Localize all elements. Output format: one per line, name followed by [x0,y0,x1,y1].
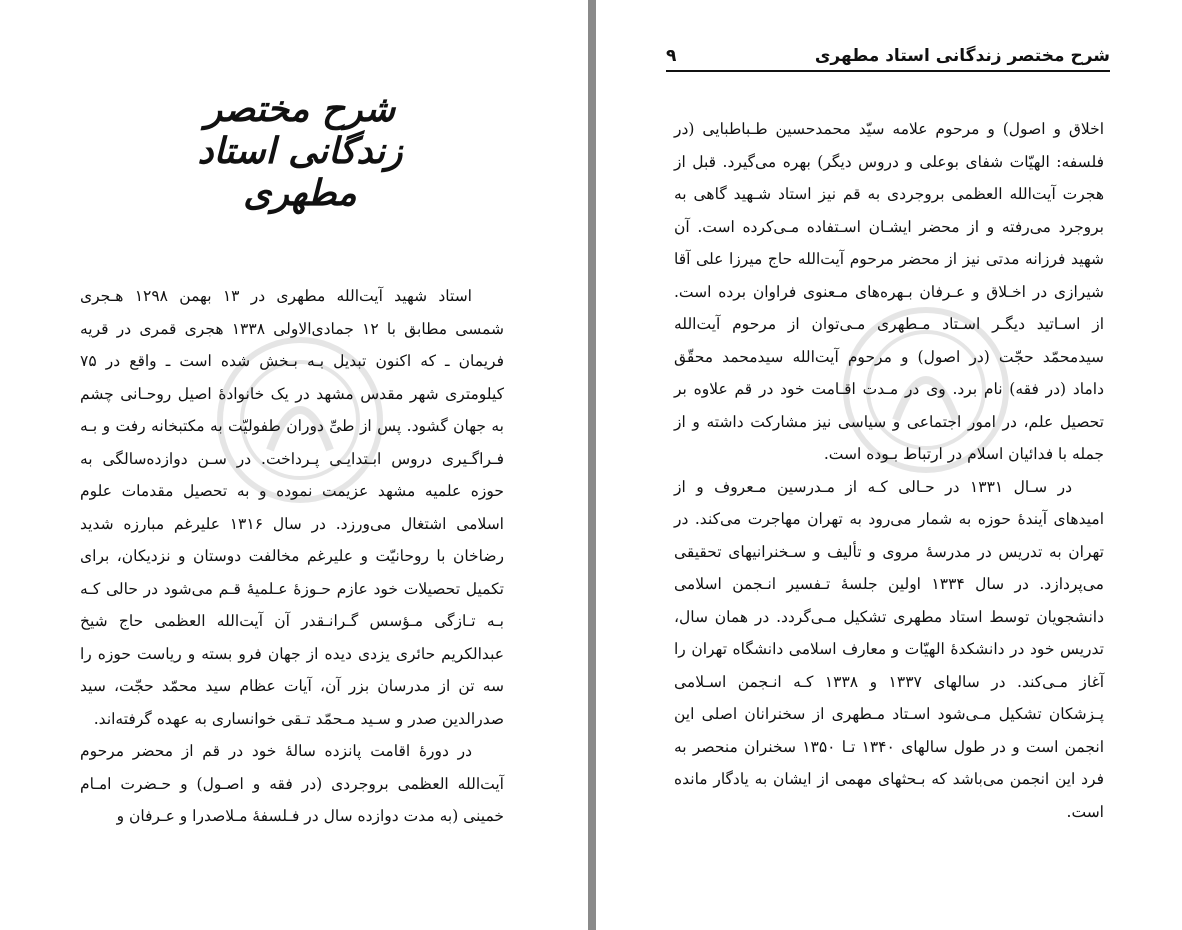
paragraph: استاد شهید آیت‌الله مطهری در ۱۳ بهمن ۱۲۹۸ هـجری شمسی مطابق با ۱۲ جمادی‌الاولی ۱۳۳۸ هجری قمری در قریه فریمان ـ که اکنون تبدیل بـه بـخش شده است ـ واقع در ۷۵ کیلومتری شهر مقدس مشهد در یک خانوادهٔ اصیل روحـانی چشم به جهان گشود. پس از طیِّ دوران طفولیّت به مکتبخانه رفت و بـه فـراگـیری دروس ابـتدایـی پـرداخت. در سـن دوازده‌سالگی به حوزه علمیه مشهد عزیمت نموده و به تحصیل مقدمات علوم اسلامی اشتغال می‌ورزد. در سال ۱۳۱۶ علیرغم مبارزه شدید رضاخان با روحانیّت و علیرغم مخالفت دوستان و نزدیکان، برای تکمیل تحصیلات خود عازم حـوزهٔ عـلمیهٔ قـم می‌شود در حالی کـه بـه تـازگی مـؤسس گـرانـقدر آن آیت‌الله العظمی حاج شیخ عبدالکریم حائری یزدی دیده از جهان فرو بسته و ریاست حوزه را سه تن از مدرسان بزر آن، آیات عظام سید محمّد حجّت، سید صدرالدین صدر و سـید مـحمّد تـقی خوانساری به عهده گرفته‌اند. [80,287,504,728]
right-page-text [674,113,1104,828]
running-title: شرح مختصر زندگانی استاد مطهری [814,46,1110,66]
page-gutter [588,0,596,930]
running-header [666,38,1110,72]
paragraph: در دورهٔ اقامت پانزده سالهٔ خود در قم از محضر مرحوم آیت‌الله العظمی بروجردی (در فقه و اصـول) و حـضرت امـام خمینی (به مدت دوازده سال در فـلسفهٔ مـلاصدرا و عـرفان و [80,742,504,825]
page-number: ۹ [666,46,677,66]
left-page [0,0,588,930]
left-page-text [80,280,504,833]
right-page [596,0,1182,930]
paragraph: در سـال ۱۳۳۱ در حـالی کـه از مـدرسین مـعروف و از امیدهای آیندهٔ حوزه به شمار می‌رود به تهران مهاجرت می‌کند. در تهران به تدریس در مدرسهٔ مروی و تألیف و سـخنرانیهای تحقیقی می‌پردازد. در سال ۱۳۳۴ اولین جلسهٔ تـفسیر انـجمن اسلامی دانشجویان توسط استاد مطهری تشکیل مـی‌گردد. در همان سال، تدریس خود در دانشکدهٔ الهیّات و معارف اسلامی دانشگاه تهران را آغاز مـی‌کند. در سالهای ۱۳۳۷ و ۱۳۳۸ کـه انـجمن اسـلامی پـزشکان تشکیل مـی‌شود اسـتاد مـطهری از سخنرانان اصلی این انجمن است و در طول سالهای ۱۳۴۰ تـا ۱۳۵۰ سخنران منحصر به فرد این انجمن می‌باشد که بـحثهای مهمی از ایشان به یادگار مانده است. [674,477,1104,821]
paragraph: اخلاق و اصول) و مرحوم علامه سیّد محمدحسین طـباطبایی (در فلسفه: الهیّات شفای بوعلی و دروس دیگر) بهره می‌گیرد. قبل از هجرت آیت‌الله العظمی بروجردی به قم نیز استاد شـهید گاهی به بروجرد می‌رفته و از محضر ایشـان اسـتفاده مـی‌کرده است. آن شهید فرزانه مدتی نیز از محضر مرحوم آیت‌الله حاج میرزا علی آقا شیرازی در اخـلاق و عـرفان بـهره‌های مـعنوی فراوان برده است. از اسـاتید دیگـر اسـتاد مـطهری مـی‌توان از مرحوم آیت‌الله سیدمحمّد حجّت (در اصول) و مرحوم آیت‌الله سیدمحمد محقّق داماد (در فقه) نام برد. وی در مـدت اقـامت خود در قم علاوه بر تحصیل علم، در امور اجتماعی و سیاسی نیز مشارکت داشته و از جمله با فدائیان اسلام در ارتباط بـوده است. [674,120,1104,463]
book-title: شرح مختصر زندگانی استاد مطهری [197,88,403,214]
